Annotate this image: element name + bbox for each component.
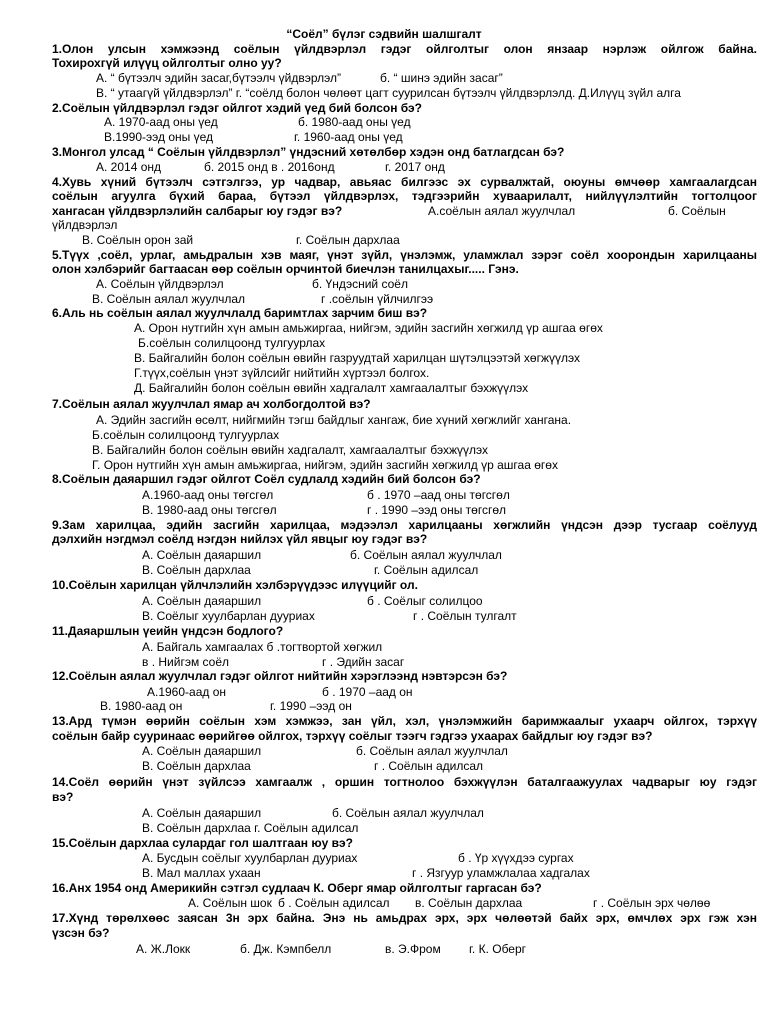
question-3-line-1: 3.Монгол улсад “ Соёлын үйлдвэрлэл” үндэсний хөтөлбөр хэдэн онд батлагдсан бэ? — [52, 145, 565, 159]
question-7-line-1: 7.Соёлын аялал жуулчлал ямар ач холбогдолтой вэ? — [52, 397, 371, 411]
question-13-option-c: В. Соёлын дархлаа — [142, 759, 251, 773]
question-6-option-e: Д. Байгалийн болон соёлын өвийн хадгалалт хамгаалалтыг бэхжүүлэх — [134, 381, 529, 395]
question-17-option-d: г. К. Оберг — [469, 942, 527, 956]
question-17-option-a: А. Ж.Локк — [136, 942, 191, 956]
question-16-option-c: в. Соёлын дархлаа — [415, 896, 523, 910]
question-12-option-a: А.1960-аад он — [147, 685, 227, 699]
question-1-line-2: Тохирохгүй илүүц ойлголтыг олно уу? — [52, 56, 282, 70]
question-16-option-b: б . Соёлын адилсал — [278, 896, 390, 910]
question-13-option-b: б. Соёлын аялал жуулчлал — [356, 744, 508, 758]
question-4-option-a: А.соёлын аялал жуулчлал — [428, 204, 576, 218]
question-14-option-a: А. Соёлын даяаршил — [142, 806, 262, 820]
question-5-line-1: 5.Түүх ,соёл, урлаг, амьдралын хэв маяг, үнэт зүйл, үнэлэмж, уламжлал зэрэг соёл хоорондын харилцааны — [52, 248, 757, 262]
question-17-option-b: б. Дж. Кэмпбелл — [240, 942, 332, 956]
question-6-option-b: Б.соёлын солилцоонд тулгуурлах — [138, 336, 326, 350]
question-7-option-a: А. Эдийн засгийн өсөлт, нийгмийн тэгш байдлыг хангаж, бие хүний хөгжлийг хангана. — [96, 413, 572, 427]
question-10-option-d: г . Соёлын тулгалт — [413, 609, 517, 623]
question-7-option-d: Г. Орон нутгийн хүн амын амьжиргаа, нийгэм, эдийн засгийн хөгжилд үр ашгаа өгөх — [92, 458, 558, 472]
question-4-option-d: г. Соёлын дархлаа — [296, 233, 400, 247]
question-13-option-a: А. Соёлын даяаршил — [142, 744, 262, 758]
question-2-option-a: А. 1970-аад оны үед — [104, 115, 218, 129]
question-4-option-b-cont: үйлдвэрлэл — [52, 218, 118, 232]
question-6-option-c: В. Байгалийн болон соёлын өвийн газруудтай харилцан шүтэлцээтэй хөгжүүлэх — [134, 351, 580, 365]
question-1-option-a: А. “ бүтээлч эдийн засаг,бүтээлч үйдвэрлэл” — [96, 71, 342, 85]
question-15-option-d: г . Язгуур уламжлалаа хадгалах — [412, 866, 590, 880]
question-4-line-3: хангасан үйлдвэрлэлийн салбарыг юу гэдэг вэ? — [52, 204, 343, 218]
question-15-option-a: А. Бусдын соёлыг хуулбарлан дууриах — [142, 851, 358, 865]
question-17-line-2: үзсэн бэ? — [52, 926, 110, 940]
question-2-option-c: В.1990-ээд оны үед — [104, 130, 214, 144]
question-9-line-1: 9.Зам харилцаа, эдийн засгийн харилцаа, мэдээлэл харилцааны хөгжлийн үндсэн дээр тусгаар соёлууд — [52, 518, 757, 532]
question-7-option-c: В. Байгалийн болон соёлын өвийн хадгалалт, хамгаалалтыг бэхжүүлэх — [92, 443, 488, 457]
question-9-option-b: б. Соёлын аялал жуулчлал — [350, 548, 502, 562]
question-16-option-a: А. Соёлын шок — [188, 896, 272, 910]
question-3-option-a: А. 2014 онд — [96, 160, 162, 174]
question-10-option-a: А. Соёлын даяаршил — [142, 594, 262, 608]
question-13-option-d: г . Соёлын адилсал — [374, 759, 484, 773]
question-6-option-a: А. Орон нутгийн хүн амын амьжиргаа, нийгэм, эдийн засгийн хөгжилд үр ашгаа өгөх — [134, 321, 603, 335]
question-10-option-c: В. Соёлыг хуулбарлан дууриах — [142, 609, 315, 623]
question-13-line-1: 13.Ард түмэн өөрийн соёлын хэм хэмжээ, зан үйл, хэл, үнэлэмжийн баримжаалыг ухаарч ойлгох, тэрхүү — [52, 714, 757, 728]
question-1-option-b: б. “ шинэ эдийн засаг” — [380, 71, 503, 85]
question-8-option-c: В. 1980-аад оны төгсгөл — [142, 503, 277, 517]
question-11-option-c: в . Нийгэм соёл — [142, 655, 230, 669]
question-16-line-1: 16.Анх 1954 онд Америкийн сэтгэл судлаач К. Оберг ямар ойлголтыг гаргасан бэ? — [52, 881, 542, 895]
question-15-option-b: б . Үр хүүхдээ сургах — [458, 851, 574, 865]
question-5-option-c: В. Соёлын аялал жуулчлал — [92, 292, 246, 306]
question-2-option-d: г. 1960-аад оны үед — [294, 130, 403, 144]
question-3-option-c: г. 2017 онд — [385, 160, 445, 174]
question-9-option-a: А. Соёлын даяаршил — [142, 548, 262, 562]
question-4-option-c: В. Соёлын орон зай — [82, 233, 194, 247]
question-15-option-c: В. Мал маллах ухаан — [142, 866, 261, 880]
question-5-option-b: б. Үндэсний соёл — [312, 277, 408, 291]
page-title: “Соёл” бүлэг сэдвийн шалшгалт — [286, 27, 482, 41]
question-12-line-1: 12.Соёлын аялал жуулчлал гэдэг ойлгот нийтийн хэрэглээнд нэвтэрсэн бэ? — [52, 669, 508, 683]
question-14-option-b: б. Соёлын аялал жуулчлал — [332, 806, 484, 820]
question-11-line-1: 11.Даяаршлын үеийн үндсэн бодлого? — [52, 624, 284, 638]
question-10-option-b: б . Соёлыг солилцоо — [367, 594, 483, 608]
question-1-option-c: В. “ утаагүй үйлдвэрлэл” г. “соёлд болон чөлөөт цагт суурилсан бүтээлч үйлдвэрлэлд. Д.Илүүц зүйл алга — [96, 86, 681, 100]
question-11-option-a: А. Байгаль хамгаалах б .тогтвортой хөгжил — [142, 640, 383, 654]
question-17-option-c: в. Э.Фром — [385, 942, 441, 956]
question-9-option-d: г. Соёлын адилсал — [374, 563, 479, 577]
question-5-option-a: А. Соёлын үйлдвэрлэл — [96, 277, 224, 291]
question-5-option-d: г .соёлын үйлчилгээ — [321, 292, 434, 306]
question-6-option-d: Г.түүх,соёлын үнэт зүйлсийг нийтийн хүртээл болгох. — [134, 366, 430, 380]
question-14-line-2: вэ? — [52, 790, 74, 804]
question-14-option-c: В. Соёлын дархлаа г. Соёлын адилсал — [142, 821, 359, 835]
question-12-option-b: б . 1970 –аад он — [322, 685, 413, 699]
question-4-line-1: 4.Хувь хүний бүтээлч сэтгэлгээ, ур чадвар, авьяас билгээс эх сурвалжтай, оюуны өмчөөр хамгаалагдсан — [52, 175, 757, 189]
question-12-option-d: г. 1990 –ээд он — [270, 699, 352, 713]
question-16-option-d: г . Соёлын эрх чөлөө — [593, 896, 711, 910]
question-8-option-b: б . 1970 –аад оны төгсгөл — [367, 488, 510, 502]
question-1-line-1: 1.Олон улсын хэмжээнд соёлын үйлдвэрлэл гэдэг ойлголтыг олон янзаар нэрлэж ойлгож байна. — [52, 42, 757, 56]
question-14-line-1: 14.Соёл өөрийн үнэт зүйлсээ хамгаалж , оршин тогтнолоо бэхжүүлэн баталгаажуулах чадварыг юу гэдэг — [52, 775, 757, 789]
question-8-line-1: 8.Соёлын даяаршил гэдэг ойлгот Соёл судлалд хэдийн бий болсон бэ? — [52, 472, 481, 486]
question-12-option-c: В. 1980-аад он — [100, 699, 183, 713]
question-8-option-d: г . 1990 –ээд оны төгсгөл — [367, 503, 506, 517]
question-11-option-d: г . Эдийн засаг — [322, 655, 405, 669]
question-3-option-b: б. 2015 онд в . 2016онд — [204, 160, 335, 174]
question-8-option-a: А.1960-аад оны төгсгөл — [142, 488, 274, 502]
question-9-option-c: В. Соёлын дархлаа — [142, 563, 251, 577]
question-17-line-1: 17.Хүнд төрөлхөөс заясан 3н эрх байна. Энэ нь амьдрах эрх, эрх чөлөөтэй байх эрх, өмчлөх эрх гэж хэн — [52, 911, 757, 925]
question-6-line-1: 6.Аль нь соёлын аялал жуулчлалд баримтлах зарчим биш вэ? — [52, 306, 428, 320]
question-13-line-2: соёлын байр суурин​аас өөрийгөө ойлгох, тэрхүү соёлыг тээгч гэдгээ ухаарах байдлыг юу гэдэг вэ? — [52, 729, 653, 743]
question-10-line-1: 10.Соёлын харилцан үйлчлэлийн хэлбэрүүдээс илүүцийг ол. — [52, 578, 418, 592]
question-15-line-1: 15.Соёлын дархлаа сулардаг гол шалтгаан юу вэ? — [52, 836, 353, 850]
question-4-option-b: б. Соёлын — [668, 204, 726, 218]
question-2-option-b: б. 1980-аад оны үед — [298, 115, 411, 129]
question-4-line-2: соёлын агуулга бүхий бараа, бүтээл үйлдвэрлэх, тэдгээрийн хуваарилалт, нийлүүлэлтийн тогтолцоог — [52, 189, 757, 203]
question-7-option-b: Б.соёлын солилцоонд тулгуурлах — [92, 428, 280, 442]
question-5-line-2: олон хэлбэрийг багтаасан өөр соёлын орчинтой биечлэн танилцахыг..... Гэнэ. — [52, 262, 519, 276]
question-9-line-2: дэлхийн нэгдмэл соёлд нэгдэн нийлэх үйл явцыг юу гэдэг вэ? — [52, 532, 428, 546]
question-2-line-1: 2.Соёлын үйлдвэрлэл гэдэг ойлгот хэдий үед бий болсон бэ? — [52, 101, 423, 115]
